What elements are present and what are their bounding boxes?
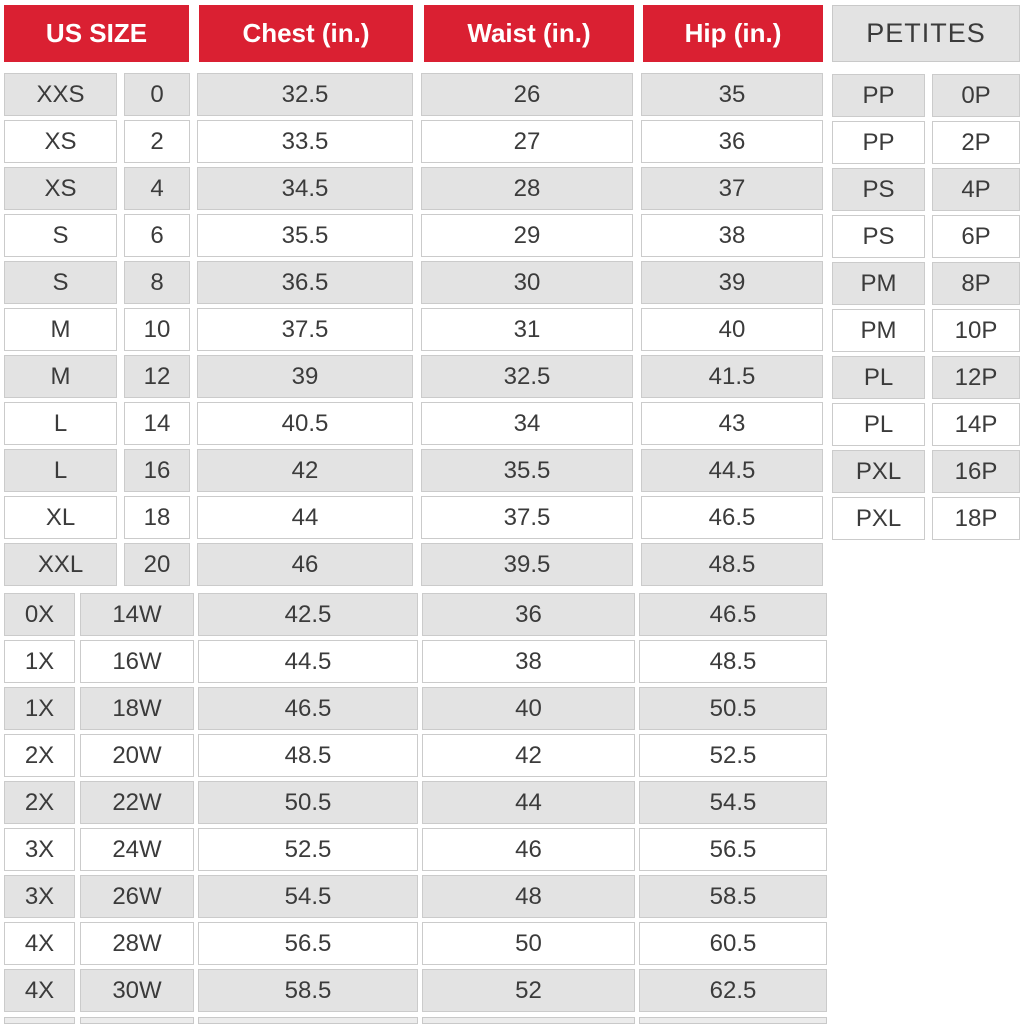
waist-cell: 50: [422, 922, 635, 965]
size-number-cell: 28W: [80, 922, 194, 965]
petite-number-cell: 16P: [932, 450, 1020, 493]
size-alpha-cell: XXS: [4, 73, 117, 116]
waist-cell: 27: [421, 120, 633, 163]
size-alpha-cell: XL: [4, 496, 117, 539]
hip-cell: 54.5: [639, 781, 827, 824]
size-number-cell: 18W: [80, 687, 194, 730]
petite-number-cell: 2P: [932, 121, 1020, 164]
hip-cell: 62.5: [639, 969, 827, 1012]
pet-row: [832, 74, 1020, 117]
petite-size-cell: PXL: [832, 497, 925, 540]
waist-cell: 42: [422, 734, 635, 777]
pet-row: [832, 356, 1020, 399]
waist-cell: 39.5: [421, 543, 633, 586]
chest-cell: 36.5: [197, 261, 413, 304]
petite-size-cell: PXL: [832, 450, 925, 493]
size-number-cell: 0: [124, 73, 190, 116]
hip-cell: 43: [641, 402, 823, 445]
petite-number-cell: 10P: [932, 309, 1020, 352]
chest-cell: 33.5: [197, 120, 413, 163]
chest-cell: 54.5: [198, 875, 418, 918]
waist-cell: 34: [421, 402, 633, 445]
waist-cell: 37.5: [421, 496, 633, 539]
size-alpha-cell: 3X: [4, 875, 75, 918]
header-hip: Hip (in.): [643, 5, 823, 62]
size-alpha-cell: M: [4, 308, 117, 351]
pet-row: [832, 121, 1020, 164]
hip-cell: 50.5: [639, 687, 827, 730]
chest-cell: 35.5: [197, 214, 413, 257]
reg-row: [0, 449, 823, 492]
plus-row: [0, 875, 827, 918]
waist-cell: 44: [422, 781, 635, 824]
header-us-size: US SIZE: [4, 5, 189, 62]
hip-cell: 56.5: [639, 828, 827, 871]
petite-size-cell: PS: [832, 215, 925, 258]
size-alpha-cell: XXL: [4, 543, 117, 586]
cutoff-row: [0, 1017, 827, 1024]
waist-cell: 46: [422, 828, 635, 871]
chest-cell: 50.5: [198, 781, 418, 824]
pet-row: [832, 309, 1020, 352]
size-number-cell: 20W: [80, 734, 194, 777]
chest-cell: 44: [197, 496, 413, 539]
size-alpha-cell: S: [4, 214, 117, 257]
hip-cell: 48.5: [641, 543, 823, 586]
hip-cell: 41.5: [641, 355, 823, 398]
chest-cell: 44.5: [198, 640, 418, 683]
hip-cell: 48.5: [639, 640, 827, 683]
plus-row: [0, 969, 827, 1012]
size-alpha-cell: 2X: [4, 781, 75, 824]
reg-row: [0, 308, 823, 351]
size-number-cell: 14: [124, 402, 190, 445]
pet-row: [832, 403, 1020, 446]
petites-sizes-section: [832, 74, 1020, 544]
cutoff-cell: [4, 1017, 75, 1024]
petite-size-cell: PL: [832, 356, 925, 399]
waist-cell: 35.5: [421, 449, 633, 492]
petite-size-cell: PP: [832, 121, 925, 164]
size-alpha-cell: 3X: [4, 828, 75, 871]
hip-cell: 36: [641, 120, 823, 163]
reg-row: [0, 73, 823, 116]
chest-cell: 52.5: [198, 828, 418, 871]
hip-cell: 39: [641, 261, 823, 304]
waist-cell: 40: [422, 687, 635, 730]
waist-cell: 31: [421, 308, 633, 351]
waist-cell: 30: [421, 261, 633, 304]
pet-row: [832, 215, 1020, 258]
size-alpha-cell: 0X: [4, 593, 75, 636]
reg-row: [0, 543, 823, 586]
waist-cell: 52: [422, 969, 635, 1012]
petite-size-cell: PP: [832, 74, 925, 117]
size-number-cell: 10: [124, 308, 190, 351]
reg-row: [0, 355, 823, 398]
size-number-cell: 26W: [80, 875, 194, 918]
chest-cell: 58.5: [198, 969, 418, 1012]
waist-cell: 38: [422, 640, 635, 683]
size-number-cell: 2: [124, 120, 190, 163]
plus-row: [0, 734, 827, 777]
cutoff-cell: [80, 1017, 194, 1024]
size-number-cell: 22W: [80, 781, 194, 824]
plus-row: [0, 640, 827, 683]
hip-cell: 58.5: [639, 875, 827, 918]
header-chest: Chest (in.): [199, 5, 413, 62]
pet-row: [832, 450, 1020, 493]
hip-cell: 52.5: [639, 734, 827, 777]
hip-cell: 44.5: [641, 449, 823, 492]
reg-row: [0, 120, 823, 163]
plus-sizes-section: [0, 593, 827, 1016]
regular-sizes-section: [0, 73, 823, 590]
chest-cell: 40.5: [197, 402, 413, 445]
petite-number-cell: 18P: [932, 497, 1020, 540]
chest-cell: 39: [197, 355, 413, 398]
hip-cell: 37: [641, 167, 823, 210]
reg-row: [0, 167, 823, 210]
reg-row: [0, 402, 823, 445]
reg-row: [0, 214, 823, 257]
hip-cell: 46.5: [641, 496, 823, 539]
size-alpha-cell: L: [4, 402, 117, 445]
pet-row: [832, 262, 1020, 305]
chest-cell: 37.5: [197, 308, 413, 351]
size-number-cell: 16: [124, 449, 190, 492]
cutoff-cell: [422, 1017, 635, 1024]
size-number-cell: 16W: [80, 640, 194, 683]
cutoff-cell: [198, 1017, 418, 1024]
size-number-cell: 30W: [80, 969, 194, 1012]
hip-cell: 40: [641, 308, 823, 351]
petite-number-cell: 12P: [932, 356, 1020, 399]
header-waist: Waist (in.): [424, 5, 634, 62]
size-number-cell: 20: [124, 543, 190, 586]
cutoff-row-container: [0, 1017, 827, 1024]
chest-cell: 48.5: [198, 734, 418, 777]
hip-cell: 46.5: [639, 593, 827, 636]
plus-row: [0, 687, 827, 730]
chest-cell: 42: [197, 449, 413, 492]
reg-row: [0, 261, 823, 304]
size-alpha-cell: 2X: [4, 734, 75, 777]
header-petites: PETITES: [832, 5, 1020, 62]
size-number-cell: 8: [124, 261, 190, 304]
chest-cell: 42.5: [198, 593, 418, 636]
chest-cell: 32.5: [197, 73, 413, 116]
hip-cell: 60.5: [639, 922, 827, 965]
size-alpha-cell: XS: [4, 167, 117, 210]
size-number-cell: 18: [124, 496, 190, 539]
size-alpha-cell: 1X: [4, 640, 75, 683]
waist-cell: 36: [422, 593, 635, 636]
size-alpha-cell: 4X: [4, 969, 75, 1012]
size-alpha-cell: L: [4, 449, 117, 492]
plus-row: [0, 922, 827, 965]
petite-size-cell: PL: [832, 403, 925, 446]
chest-cell: 46.5: [198, 687, 418, 730]
size-number-cell: 6: [124, 214, 190, 257]
waist-cell: 48: [422, 875, 635, 918]
plus-row: [0, 828, 827, 871]
waist-cell: 28: [421, 167, 633, 210]
size-alpha-cell: 1X: [4, 687, 75, 730]
waist-cell: 26: [421, 73, 633, 116]
petite-size-cell: PS: [832, 168, 925, 211]
size-number-cell: 14W: [80, 593, 194, 636]
cutoff-cell: [639, 1017, 827, 1024]
chest-cell: 34.5: [197, 167, 413, 210]
size-number-cell: 12: [124, 355, 190, 398]
waist-cell: 29: [421, 214, 633, 257]
size-alpha-cell: M: [4, 355, 117, 398]
petite-number-cell: 0P: [932, 74, 1020, 117]
chest-cell: 46: [197, 543, 413, 586]
petite-number-cell: 8P: [932, 262, 1020, 305]
hip-cell: 35: [641, 73, 823, 116]
pet-row: [832, 168, 1020, 211]
plus-row: [0, 781, 827, 824]
hip-cell: 38: [641, 214, 823, 257]
size-alpha-cell: S: [4, 261, 117, 304]
reg-row: [0, 496, 823, 539]
size-number-cell: 4: [124, 167, 190, 210]
petite-number-cell: 4P: [932, 168, 1020, 211]
plus-row: [0, 593, 827, 636]
table-header-row: [0, 5, 1020, 62]
size-alpha-cell: XS: [4, 120, 117, 163]
waist-cell: 32.5: [421, 355, 633, 398]
size-number-cell: 24W: [80, 828, 194, 871]
petite-size-cell: PM: [832, 262, 925, 305]
petite-number-cell: 14P: [932, 403, 1020, 446]
petite-number-cell: 6P: [932, 215, 1020, 258]
pet-row: [832, 497, 1020, 540]
petite-size-cell: PM: [832, 309, 925, 352]
size-alpha-cell: 4X: [4, 922, 75, 965]
chest-cell: 56.5: [198, 922, 418, 965]
